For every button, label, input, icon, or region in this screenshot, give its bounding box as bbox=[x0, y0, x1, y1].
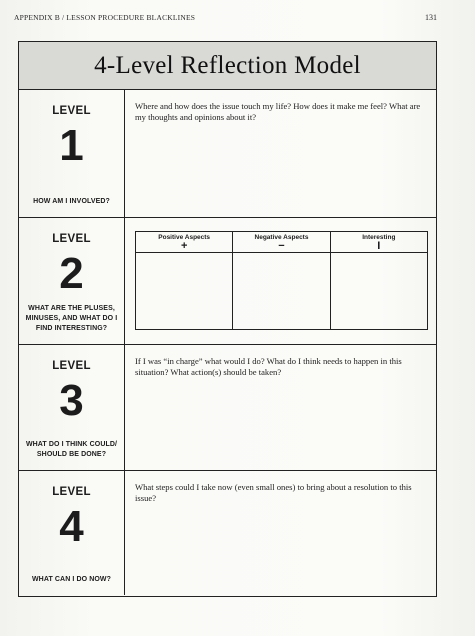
level-question: WHAT DO I THINK COULD/ SHOULD BE DONE? bbox=[25, 441, 118, 458]
minus-icon: − bbox=[278, 240, 285, 252]
interesting-icon: I bbox=[377, 240, 381, 252]
level-2-label-cell bbox=[19, 218, 125, 344]
pmi-answer-area[interactable] bbox=[233, 253, 329, 329]
level-1-row bbox=[19, 90, 436, 218]
pmi-label: Positive Aspects bbox=[158, 234, 211, 241]
plus-icon: + bbox=[180, 240, 188, 252]
pmi-header bbox=[136, 232, 232, 253]
level-question: HOW AM I INVOLVED? bbox=[33, 198, 110, 205]
pmi-column-positive bbox=[136, 232, 233, 329]
pmi-column-negative bbox=[233, 232, 330, 329]
pmi-header bbox=[233, 232, 329, 253]
level-2-row bbox=[19, 218, 436, 345]
page-number: 131 bbox=[425, 13, 437, 22]
level-4-row bbox=[19, 471, 436, 595]
level-number: 4 bbox=[59, 502, 84, 551]
running-header: APPENDIX B / LESSON PROCEDURE BLACKLINES bbox=[14, 13, 196, 22]
title-bar bbox=[19, 42, 436, 90]
level-3-label-cell bbox=[19, 345, 125, 470]
pmi-column-interesting bbox=[331, 232, 427, 329]
level-3-prompt: If I was “in charge” what would I do? What do I think needs to happen in this situation? What action(s) should be taken? bbox=[135, 356, 402, 377]
level-1-prompt: Where and how does the issue touch my life? How does it make me feel? What are my thoughts and opinions about it? bbox=[135, 101, 421, 122]
level-number: 1 bbox=[59, 121, 84, 170]
level-number: 2 bbox=[59, 249, 84, 298]
level-word: LEVEL bbox=[52, 233, 91, 245]
level-word: LEVEL bbox=[52, 360, 91, 372]
level-question: WHAT ARE THE PLUSES, MINUSES, AND WHAT DO I FIND INTERESTING? bbox=[25, 305, 118, 332]
level-4-prompt: What steps could I take now (even small ones) to bring about a resolution to this issue? bbox=[135, 482, 412, 503]
page-title: 4-Level Reflection Model bbox=[94, 51, 361, 79]
level-3-row bbox=[19, 345, 436, 471]
pmi-chart bbox=[135, 231, 428, 330]
reflection-model-table bbox=[18, 41, 437, 597]
level-word: LEVEL bbox=[52, 486, 91, 498]
level-question: WHAT CAN I DO NOW? bbox=[31, 576, 112, 583]
pmi-label: Negative Aspects bbox=[254, 234, 309, 241]
level-1-label-cell bbox=[19, 90, 125, 217]
level-word: LEVEL bbox=[52, 105, 91, 117]
level-4-label-cell bbox=[19, 471, 125, 595]
level-number: 3 bbox=[59, 376, 84, 425]
pmi-answer-area[interactable] bbox=[136, 253, 232, 329]
pmi-answer-area[interactable] bbox=[331, 253, 427, 329]
pmi-header bbox=[331, 232, 427, 253]
pmi-label: Interesting bbox=[362, 234, 396, 241]
